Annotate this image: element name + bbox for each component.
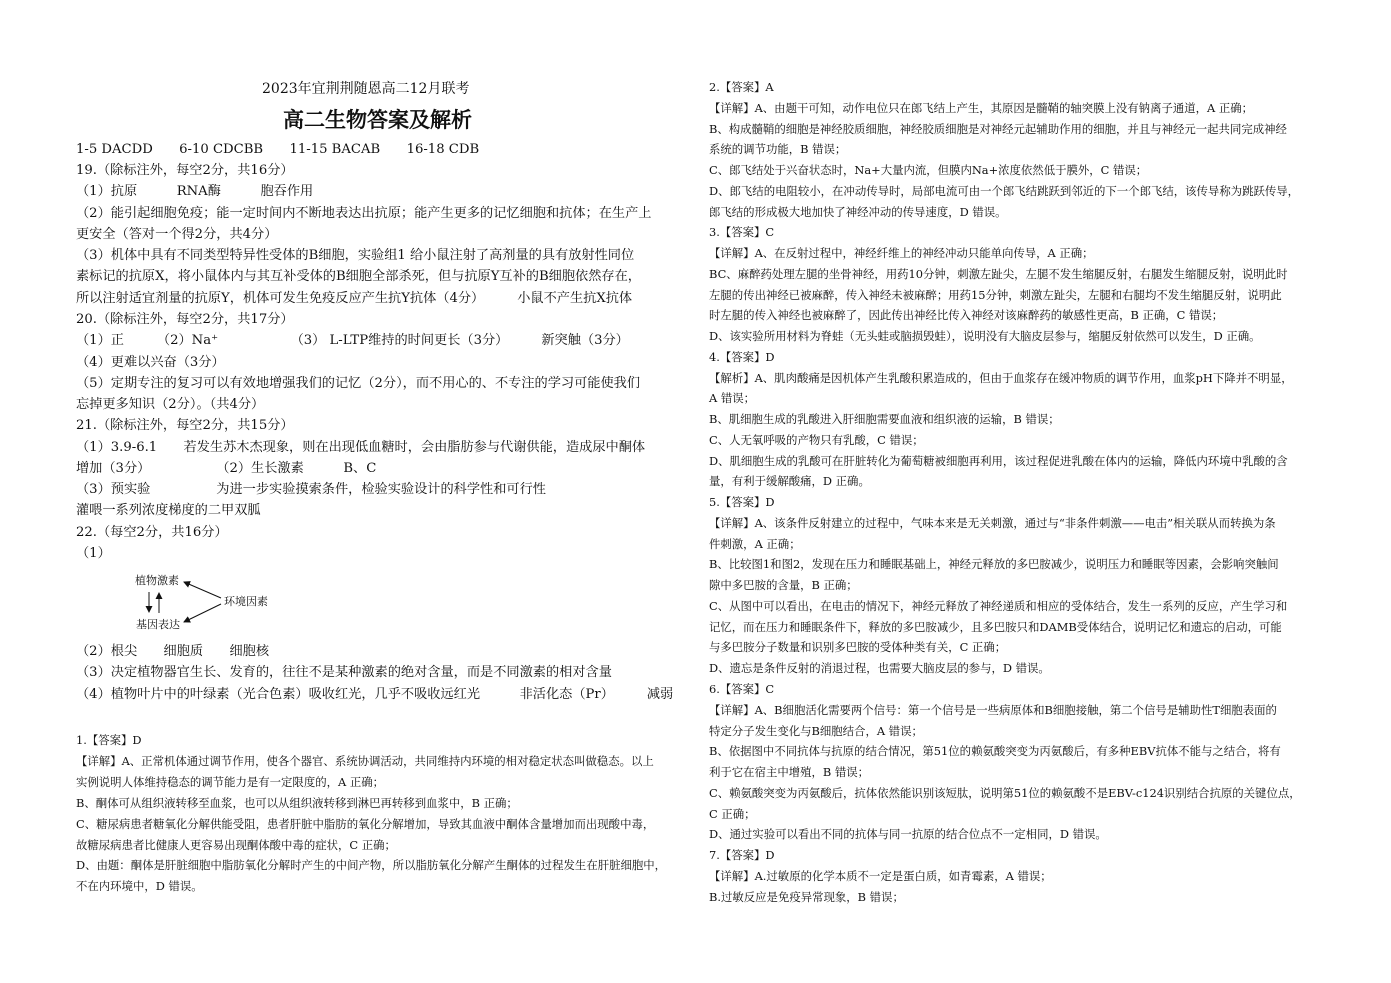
explanation-line: D、通过实验可以看出不同的抗体与同一抗原的结合位点不一定相同，D 错误。: [709, 827, 1107, 841]
exam-name: 2023年宜荆荆随恩高二12月联考: [262, 81, 470, 97]
text-line: 忘掉更多知识（2分）。（共4分）: [76, 397, 265, 412]
explanation-line: 【详解】A、B细胞活化需要两个信号：第一个信号是一些病原体和B细胞接触，第二个信号是辅助性T细胞表面的: [709, 703, 1277, 717]
text-line: 素标记的抗原X，将小鼠体内与其互补受体的B细胞全部杀死，但与抗原Y互补的B细胞依然存在，: [76, 269, 641, 284]
arrow-to-hormone: [184, 582, 221, 598]
explanation-line: B、比较图1和图2，发现在压力和睡眠基础上，神经元释放的多巴胺减少，说明压力和睡眠等因素，会影响突触间: [709, 557, 1279, 571]
text-line: 更安全（答对一个得2分，共4分）: [76, 227, 278, 242]
explanation-line: 时左腿的传入神经也被麻醉了，因此传出神经比传入神经对该麻醉药的敏感性更高，B 正确，C 错误；: [709, 308, 1224, 322]
explanation-line: B、肌细胞生成的乳酸进入肝细胞需要血液和组织液的运输，B 错误；: [709, 412, 1060, 426]
text-line: 所以注射适宜剂量的抗原Y，机体可发生免疫反应产生抗Y抗体（4分） 小鼠不产生抗X抗体: [76, 291, 633, 306]
explanation-line: 5.【答案】D: [709, 495, 775, 509]
page-title: 高二生物答案及解析: [283, 108, 472, 132]
text-line: （2）根尖 细胞质 细胞核: [76, 644, 270, 659]
explanation-line: 【详解】A、该条件反射建立的过程中，气味本来是无关刺激，通过与“非条件刺激——电击”相关联从而转换为条: [709, 516, 1276, 530]
explanation-line: 量，有利于缓解酸痛，D 正确。: [709, 474, 870, 488]
explanation-line: D、由题：酮体是肝脏细胞中脂肪氧化分解时产生的中间产物，所以脂肪氧化分解产生酮体的过程发生在肝脏细胞中，: [76, 858, 667, 872]
explanation-line: 【解析】A、肌肉酸痛是因机体产生乳酸积累造成的，但由于血浆存在缓冲物质的调节作用，血浆pH下降并不明显，: [709, 371, 1293, 385]
text-line: （4）植物叶片中的叶绿素（光合色素）吸收红光，几乎不吸收远红光 非活化态（Pr） 减弱: [76, 687, 674, 702]
text-line: 灌喂一系列浓度梯度的二甲双胍: [76, 503, 261, 518]
text-line: （1）3.9-6.1 若发生苏木杰现象，则在出现低血糖时，会由脂肪参与代谢供能，造成尿中酮体: [76, 440, 646, 455]
explanation-line: 与多巴胺分子数量和识别多巴胺的受体种类有关，C 正确；: [709, 640, 1007, 654]
text-line: 增加（3分） （2）生长激素 B、C: [76, 461, 377, 476]
explanation-line: 【详解】A、在反射过程中，神经纤维上的神经冲动只能单向传导，A 正确；: [709, 246, 1094, 260]
text-line: 22.（每空2分，共16分）: [76, 525, 228, 540]
explanation-line: 隙中多巴胺的含量，B 正确；: [709, 578, 858, 592]
text-line: （3）机体中具有不同类型特异性受体的B细胞，实验组1 给小鼠注射了高剂量的具有放射性同位: [76, 248, 635, 263]
explanation-line: C、人无氧呼吸的产物只有乳酸，C 错误；: [709, 433, 924, 447]
explanation-line: 2.【答案】A: [709, 80, 774, 94]
text-line: （5）定期专注的复习可以有效地增强我们的记忆（2分），而不用心的、不专注的学习可能使我们: [76, 376, 641, 391]
explanation-line: C、糖尿病患者糖氧化分解供能受阻，患者肝脏中脂肪的氧化分解增加，导致其血液中酮体含量增加而出现酸中毒，: [76, 817, 655, 831]
explanation-line: 特定分子发生变化与B细胞结合，A 错误；: [709, 724, 923, 738]
explanation-line: 不在内环境中，D 错误。: [76, 879, 203, 893]
explanation-line: C 正确；: [709, 807, 756, 821]
text-line: （1）正 （2）Na⁺ （3） L-LTP维持的时间更长（3分） 新突触（3分）: [76, 333, 629, 348]
hormone-gene-environment-diagram: [134, 572, 284, 632]
arrow-to-gene: [184, 604, 221, 622]
text-line: （2）能引起细胞免疫；能一定时间内不断地表达出抗原；能产生更多的记忆细胞和抗体；在生产上: [76, 206, 652, 221]
explanation-line: 利于它在宿主中增殖，B 错误；: [709, 765, 870, 779]
explanation-line: 件刺激，A 正确；: [709, 537, 801, 551]
text-line: （1）抗原 RNA酶 胞吞作用: [76, 184, 314, 199]
explanation-line: 【详解】A.过敏原的化学本质不一定是蛋白质，如青霉素，A 错误；: [709, 869, 1052, 883]
diagram-label-gene: 基因表达: [136, 618, 180, 631]
explanation-line: BC、麻醉药处理左腿的坐骨神经，用药10分钟，刺激左趾尖，左腿不发生缩腿反射，右腿发生缩腿反射，说明此时: [709, 267, 1288, 281]
explanation-line: 系统的调节功能，B 错误；: [709, 142, 847, 156]
text-line: （3）决定植物器官生长、发育的，往往不是某种激素的绝对含量，而是不同激素的相对含量: [76, 665, 612, 680]
explanation-line: B、酮体可从组织液转移至血浆，也可以从组织液转移到淋巴再转移到血浆中，B 正确；: [76, 796, 518, 810]
explanation-line: D、郎飞结的电阻较小，在冲动传导时，局部电流可由一个郎飞结跳跃到邻近的下一个郎飞结，该传导称为跳跃传导，: [709, 184, 1300, 198]
explanation-line: C、赖氨酸突变为丙氨酸后，抗体依然能识别该短肽，说明第51位的赖氨酸不是EBV-c124识别结合抗原的关键位点，: [709, 786, 1301, 800]
text-line: （1）: [76, 546, 111, 561]
explanation-line: D、遗忘是条件反射的消退过程，也需要大脑皮层的参与，D 错误。: [709, 661, 1050, 675]
explanation-line: C、郎飞结处于兴奋状态时，Na+大量内流，但膜内Na+浓度依然低于膜外，C 错误；: [709, 163, 1148, 177]
explanation-line: 故糖尿病患者比健康人更容易出现酮体酸中毒的症状，C 正确；: [76, 838, 396, 852]
explanation-line: D、肌细胞生成的乳酸可在肝脏转化为葡萄糖被细胞再利用，该过程促进乳酸在体内的运输，降低内环境中乳酸的含: [709, 454, 1288, 468]
text-line: （3）预实验 为进一步实验摸索条件，检验实验设计的科学性和可行性: [76, 482, 546, 497]
explanation-line: 左腿的传出神经已被麻醉，传入神经未被麻醉；用药15分钟，刺激左趾尖，左腿和右腿均不发生缩腿反射，说明此: [709, 288, 1282, 302]
explanation-line: B、构成髓鞘的细胞是神经胶质细胞，神经胶质细胞是对神经元起辅助作用的细胞，并且与神经元一起共同完成神经: [709, 122, 1287, 136]
text-line: （4）更难以兴奋（3分）: [76, 355, 225, 370]
explanation-line: 【详解】A、由题干可知，动作电位只在郎飞结上产生，其原因是髓鞘的轴突膜上没有钠离子通道，A 正确；: [709, 101, 1254, 115]
text-line: 20.（除标注外，每空2分，共17分）: [76, 312, 294, 327]
explanation-line: 6.【答案】C: [709, 682, 775, 696]
text-line: 21.（除标注外，每空2分，共15分）: [76, 418, 294, 433]
explanation-line: 实例说明人体维持稳态的调节能力是有一定限度的，A 正确；: [76, 775, 385, 789]
explanation-line: 3.【答案】C: [709, 225, 775, 239]
text-line: 19.（除标注外，每空2分，共16分）: [76, 163, 294, 178]
explanation-line: 【详解】A、正常机体通过调节作用，使各个器官、系统协调活动，共同维持内环境的相对稳定状态叫做稳态。以上: [76, 754, 654, 768]
explanation-line: D、该实验所用材料为脊蛙（无头蛙或脑损毁蛙），说明没有大脑皮层参与，缩腿反射依然可以发生，D 正确。: [709, 329, 1261, 343]
answer-key-line: 1-5 DACDD 6-10 CDCBB 11-15 BACAB 16-18 CDB: [76, 142, 480, 157]
diagram-label-environment: 环境因素: [224, 595, 268, 608]
explanation-line: 记忆，而在压力和睡眠条件下，释放的多巴胺减少，且多巴胺只和DAMB受体结合，说明记忆和遗忘的启动，可能: [709, 620, 1282, 634]
explanation-line: 郎飞结的形成极大地加快了神经冲动的传导速度，D 错误。: [709, 205, 1007, 219]
explanation-line: 1.【答案】D: [76, 733, 142, 747]
explanation-line: C、从图中可以看出，在电击的情况下，神经元释放了神经递质和相应的受体结合，发生一系列的反应，产生学习和: [709, 599, 1288, 613]
diagram-label-hormone: 植物激素: [135, 574, 179, 587]
explanation-line: 4.【答案】D: [709, 350, 775, 364]
explanation-line: A 错误；: [709, 391, 756, 405]
explanation-line: 7.【答案】D: [709, 848, 775, 862]
explanation-line: B.过敏反应是免疫异常现象，B 错误；: [709, 890, 904, 904]
explanation-line: B、依据图中不同抗体与抗原的结合情况，第51位的赖氨酸突变为丙氨酸后，有多种EBV抗体不能与之结合，将有: [709, 744, 1281, 758]
